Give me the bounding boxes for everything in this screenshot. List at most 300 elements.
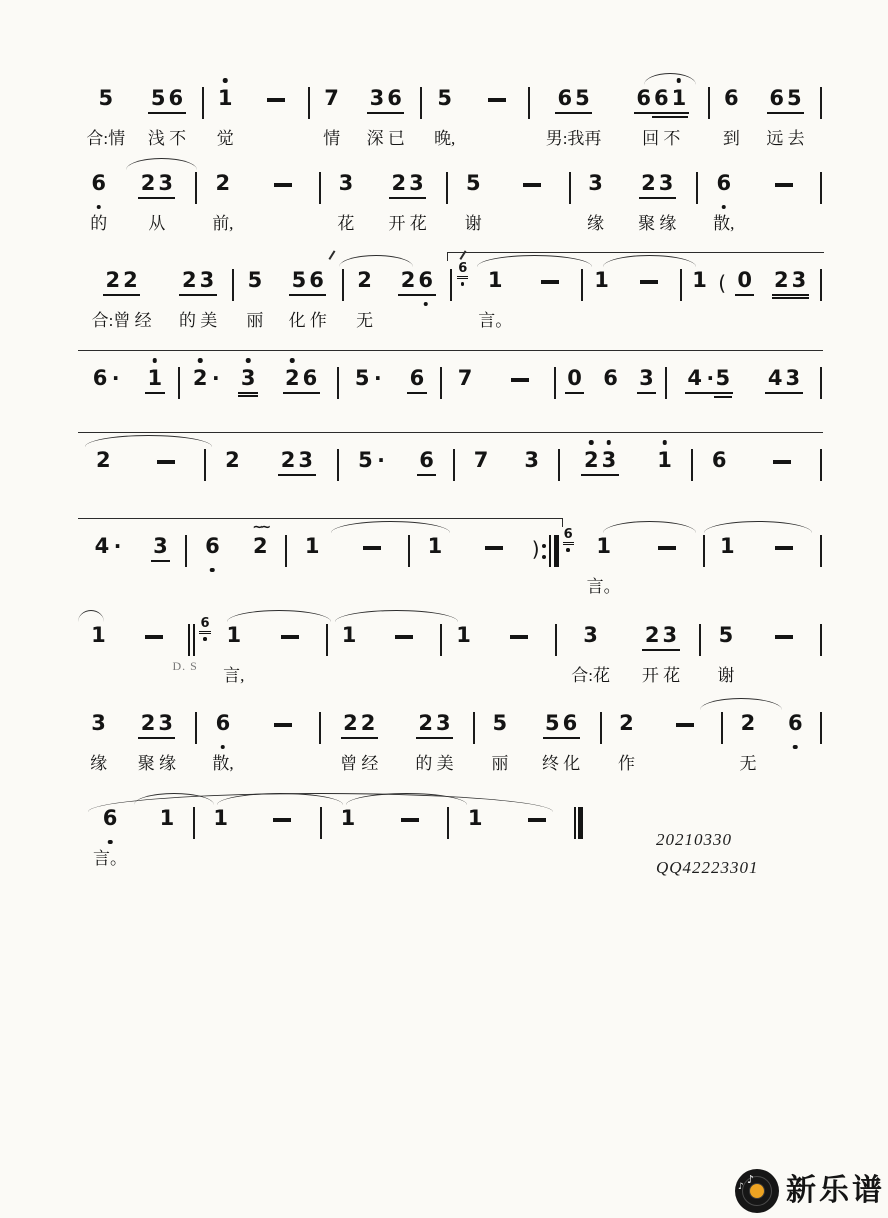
note-cell xyxy=(724,711,771,774)
note-group xyxy=(435,86,455,112)
duration-dash xyxy=(485,546,503,550)
note-char: 5 xyxy=(437,86,452,110)
tick-mark xyxy=(329,250,336,259)
duration-dash xyxy=(395,635,413,639)
note-char: 5 xyxy=(575,86,590,110)
note-slot xyxy=(435,86,455,115)
note-char: 6 xyxy=(101,806,119,831)
note-char: 3 xyxy=(588,171,603,195)
note-slot xyxy=(145,366,165,395)
note-group xyxy=(463,171,483,197)
barline xyxy=(185,535,187,567)
note-cell xyxy=(329,623,370,683)
barline xyxy=(820,172,822,204)
note-slot xyxy=(535,268,565,297)
notes-row xyxy=(78,520,823,597)
logo-text: 新乐谱 xyxy=(786,1173,885,1208)
note-char: 4 xyxy=(687,366,702,390)
note-cell xyxy=(78,86,134,149)
note-group xyxy=(690,268,710,294)
note-char: 6 xyxy=(769,86,784,110)
volta-bracket xyxy=(78,518,563,527)
note-group xyxy=(416,711,453,739)
note-slot xyxy=(103,268,140,297)
note-cell xyxy=(531,86,616,149)
note-slot xyxy=(357,534,387,563)
octave-dot-low xyxy=(221,745,226,750)
note-group xyxy=(96,86,116,112)
lyric-text: 情 xyxy=(323,129,341,148)
note-slot xyxy=(714,171,734,200)
note-cell xyxy=(311,86,352,149)
note-cell xyxy=(288,534,336,594)
annotation-layer xyxy=(78,70,823,86)
note-group xyxy=(407,366,427,394)
music-note-icon: ♪ xyxy=(738,1182,744,1192)
grace-note xyxy=(563,527,574,552)
note-cell xyxy=(752,86,819,149)
octave-dot xyxy=(203,637,207,641)
note-slot xyxy=(767,448,797,477)
note-slot xyxy=(581,623,601,652)
note-group xyxy=(581,623,601,649)
note-cell xyxy=(397,711,472,774)
note-char: 0 xyxy=(567,366,582,390)
note-char: 6 xyxy=(409,366,425,390)
note-group xyxy=(738,711,758,737)
barline xyxy=(555,624,557,656)
note-group xyxy=(786,711,806,737)
note-cell xyxy=(749,366,819,426)
note-group xyxy=(138,171,175,199)
note-group xyxy=(245,268,265,294)
note-group xyxy=(767,86,804,114)
note-slot xyxy=(261,86,291,115)
note-cell xyxy=(761,268,819,328)
note-group xyxy=(92,534,122,560)
note-slot xyxy=(238,366,258,395)
note-char: 1 xyxy=(91,623,106,647)
note-slot xyxy=(151,534,171,563)
lyric-text: 丽 xyxy=(491,754,509,773)
note-char: 2 xyxy=(400,268,416,292)
note-slot xyxy=(769,171,799,200)
lyric-text: 回 不 xyxy=(642,129,681,148)
note-group xyxy=(581,448,618,476)
note-group xyxy=(471,448,491,474)
note-group xyxy=(145,366,165,394)
note-group xyxy=(283,366,320,394)
note-slot xyxy=(592,268,612,297)
note-char: 2 xyxy=(225,448,240,472)
lyric-text: 言, xyxy=(223,666,245,685)
note-slot xyxy=(417,448,437,477)
note-char: 1 xyxy=(487,268,503,292)
note-char: 1 xyxy=(670,86,688,111)
note-group xyxy=(148,86,185,114)
note-cell xyxy=(558,623,624,686)
note-slot xyxy=(89,711,109,740)
note-slot xyxy=(594,534,614,563)
note-slot xyxy=(341,711,378,740)
note-group xyxy=(100,806,120,832)
lyric-text: 无 xyxy=(739,754,757,773)
octave-dot-high xyxy=(607,440,612,445)
barline xyxy=(453,449,455,481)
note-group xyxy=(138,711,175,739)
note-cell xyxy=(401,448,452,508)
note-group xyxy=(341,711,378,739)
octave-dot-high xyxy=(246,358,251,363)
annotation-layer xyxy=(78,518,823,534)
duration-dash xyxy=(640,280,658,284)
note-char: 2 xyxy=(418,711,433,735)
annotation-layer xyxy=(78,155,823,171)
note-group xyxy=(592,268,612,294)
note-slot xyxy=(685,366,733,395)
lyric-text: 无 xyxy=(356,311,374,330)
rest-dash-cell xyxy=(247,171,318,231)
note-slot xyxy=(517,171,547,200)
lyric-text: 聚 缘 xyxy=(137,754,176,773)
note-cell xyxy=(711,86,752,149)
note-group xyxy=(490,711,510,737)
barline xyxy=(820,624,822,656)
duration-dash xyxy=(658,546,676,550)
note-group xyxy=(223,448,243,474)
octave-dot-low xyxy=(108,840,113,845)
rest-dash-cell xyxy=(119,623,189,683)
note-char: 1 xyxy=(692,268,707,292)
note-char: 6 xyxy=(90,171,108,196)
note-group xyxy=(339,623,359,649)
note-slot xyxy=(250,520,270,563)
note-group xyxy=(203,534,223,560)
note-char: 6 xyxy=(387,86,402,110)
note-slot xyxy=(302,534,322,563)
barline xyxy=(703,535,705,567)
grace-note xyxy=(457,261,468,286)
octave-dot-low xyxy=(793,745,798,750)
note-char: 1 xyxy=(656,448,674,473)
note-group xyxy=(215,86,235,112)
augmentation-dot: · xyxy=(111,366,120,390)
parenthesis: ) xyxy=(531,537,540,561)
music-line-3 xyxy=(78,252,823,331)
note-cell xyxy=(322,171,370,234)
note-cell xyxy=(207,448,258,508)
lyric-text: 开 花 xyxy=(388,214,427,233)
duration-dash xyxy=(273,818,291,822)
barline xyxy=(820,712,822,744)
note-group xyxy=(522,448,542,474)
notes-row xyxy=(78,261,823,331)
signature-block xyxy=(656,826,759,882)
note-char: 6 xyxy=(557,86,573,110)
note-cell xyxy=(345,268,385,331)
lyric-text: 前, xyxy=(212,214,234,233)
note-cell xyxy=(450,806,500,866)
note-group xyxy=(642,623,679,651)
note-cell xyxy=(275,268,341,331)
note-slot xyxy=(339,623,359,652)
rest-dash-cell xyxy=(466,86,527,146)
note-char: 2 xyxy=(284,366,302,391)
note-group xyxy=(338,806,358,832)
note-cell xyxy=(593,366,629,426)
slur-tie-arc xyxy=(227,610,331,622)
rest-dash-cell xyxy=(336,534,407,594)
octave-dot-high xyxy=(677,78,682,83)
note-slot xyxy=(722,86,742,115)
note-cell xyxy=(137,534,185,594)
barline xyxy=(446,172,448,204)
duration-dash xyxy=(541,280,559,284)
note-slot xyxy=(139,623,169,652)
note-char: 6 xyxy=(92,366,108,390)
annotation-layer xyxy=(78,695,823,711)
lyric-text: 合:花 xyxy=(571,666,610,685)
slur-tie-arc xyxy=(700,698,782,710)
music-line-1 xyxy=(78,70,823,149)
slur-tie-arc xyxy=(603,521,696,533)
barline xyxy=(337,449,339,481)
barline xyxy=(820,449,822,481)
octave-dot-high xyxy=(662,440,667,445)
note-slot xyxy=(642,623,679,652)
augmentation-dot: · xyxy=(212,366,220,390)
barline xyxy=(691,449,693,481)
note-char: 1 xyxy=(216,86,234,111)
note-group xyxy=(355,268,375,294)
note-cell xyxy=(266,366,336,426)
note-slot xyxy=(504,623,534,652)
notes-row xyxy=(78,616,823,686)
barline xyxy=(319,712,321,744)
note-slot xyxy=(454,623,474,652)
note-group xyxy=(425,534,445,560)
note-group xyxy=(617,711,637,737)
note-slot xyxy=(769,534,799,563)
note-cell xyxy=(524,711,599,774)
augmentation-dot: · xyxy=(113,534,122,558)
barline xyxy=(337,367,339,399)
note-cell xyxy=(557,366,593,426)
rest-dash-cell xyxy=(520,268,580,328)
note-char: 2 xyxy=(95,448,111,472)
rest-dash-cell xyxy=(487,366,552,426)
note-slot xyxy=(505,366,535,395)
note-group xyxy=(213,171,233,197)
note-char: 3 xyxy=(658,171,674,195)
note-slot xyxy=(90,366,120,395)
note-char: 3 xyxy=(158,711,173,735)
note-cell xyxy=(728,268,761,328)
barline xyxy=(195,172,197,204)
music-line-2 xyxy=(78,155,823,234)
note-group xyxy=(709,448,729,474)
note-slot xyxy=(215,86,235,115)
note-char: 3 xyxy=(91,711,106,735)
note-slot xyxy=(471,448,491,477)
barline xyxy=(319,172,321,204)
note-slot xyxy=(490,711,510,740)
barline xyxy=(440,624,442,656)
note-char: ∼∼ 2 xyxy=(252,520,269,558)
note-cell xyxy=(230,366,266,426)
note-slot xyxy=(543,711,580,740)
note-char: 1 xyxy=(340,806,356,830)
note-group xyxy=(289,268,326,296)
note-cell xyxy=(78,623,119,683)
note-slot xyxy=(92,534,122,563)
note-char: 5 xyxy=(150,86,166,110)
lyric-text: 谢 xyxy=(717,666,735,685)
note-char: 0 xyxy=(737,268,752,292)
note-group xyxy=(179,268,216,296)
note-cell xyxy=(395,366,439,426)
rest-dash-cell xyxy=(632,534,703,594)
note-slot xyxy=(522,448,542,477)
note-cell xyxy=(119,171,194,234)
note-char: 5 xyxy=(718,623,734,647)
note-cell xyxy=(78,366,133,426)
note-char: 2 xyxy=(181,268,197,292)
barline xyxy=(708,87,710,119)
note-cell xyxy=(78,171,119,234)
note-slot xyxy=(352,366,382,395)
note-group xyxy=(389,171,426,199)
barline xyxy=(450,269,452,301)
note-slot xyxy=(203,534,223,563)
note-slot xyxy=(338,806,358,835)
note-slot xyxy=(765,366,802,395)
note-cell xyxy=(603,711,650,774)
note-cell xyxy=(624,623,699,686)
note-cell xyxy=(772,711,819,771)
note-char: 3 xyxy=(239,366,257,391)
ds-label: D. S xyxy=(172,659,198,673)
note-char: 5 xyxy=(247,268,263,292)
note-group xyxy=(322,86,342,112)
note-char: 3 xyxy=(524,448,539,472)
signature-qq: QQ42223301 xyxy=(656,858,759,878)
note-slot xyxy=(717,534,737,563)
note-slot xyxy=(738,711,758,740)
slur-tie-arc xyxy=(126,158,197,170)
note-cell xyxy=(198,171,247,234)
lyric-text: 缘 xyxy=(587,214,605,233)
note-char: 6 xyxy=(302,366,318,390)
barline xyxy=(665,367,667,399)
note-group xyxy=(601,366,621,392)
barline xyxy=(569,172,571,204)
octave-dot-high xyxy=(589,440,594,445)
octave-dot-low xyxy=(210,568,215,573)
octave-dot-high xyxy=(223,78,228,83)
lyric-text: 的 美 xyxy=(415,754,454,773)
barline xyxy=(285,535,287,567)
octave-dot-high xyxy=(198,358,203,363)
note-slot xyxy=(89,171,109,200)
note-cell xyxy=(205,86,246,149)
note-cell xyxy=(702,623,749,686)
note-char: 3 xyxy=(153,534,168,558)
barline xyxy=(820,367,822,399)
octave-dot-low xyxy=(96,205,101,210)
barline xyxy=(558,449,560,481)
rest-dash-cell xyxy=(246,86,307,146)
note-cell xyxy=(561,448,639,508)
notes-row xyxy=(78,86,823,149)
rest-dash-cell xyxy=(749,623,819,683)
lyric-text: 化 作 xyxy=(288,311,327,330)
lyric-text: 合:曾 经 xyxy=(91,311,152,330)
octave-dot-high xyxy=(153,358,158,363)
note-slot xyxy=(336,171,356,200)
lyric-text: 男:我再 xyxy=(545,129,602,148)
note-group xyxy=(93,448,113,474)
note-slot xyxy=(455,366,475,395)
note-slot xyxy=(322,86,342,115)
note-group xyxy=(717,534,737,560)
note-cell xyxy=(699,171,748,234)
note-char: 5 xyxy=(715,366,731,390)
note-char: 4 xyxy=(767,366,783,390)
note-char: 2 xyxy=(140,711,156,735)
note-group xyxy=(336,171,356,197)
note-slot xyxy=(151,448,181,477)
note-cell xyxy=(456,448,507,508)
note-group xyxy=(714,171,734,197)
note-char: 1 xyxy=(594,268,609,292)
note-char: 3 xyxy=(600,448,618,473)
note-group xyxy=(89,623,109,649)
barline xyxy=(820,535,822,567)
lyric-text: 聚 缘 xyxy=(638,214,677,233)
note-cell xyxy=(236,520,284,594)
lyric-text: 开 花 xyxy=(641,666,681,685)
augmentation-dot: · xyxy=(706,366,715,390)
music-line-4 xyxy=(78,350,823,426)
note-cell xyxy=(683,268,716,328)
note-char: 3 xyxy=(583,623,598,647)
note-char: 5 xyxy=(545,711,560,735)
grace-digit: 6 xyxy=(200,616,210,631)
note-cell xyxy=(443,623,484,683)
note-slot xyxy=(289,268,326,297)
rest-dash-cell xyxy=(748,171,819,231)
octave-dot xyxy=(566,548,570,552)
lyric-text: 言。 xyxy=(586,577,621,596)
note-slot xyxy=(767,86,804,115)
note-cell xyxy=(572,171,620,234)
note-slot xyxy=(407,366,427,395)
slur-tie-arc xyxy=(339,255,414,267)
rest-dash-cell xyxy=(246,806,319,866)
lyric-text: 终 化 xyxy=(542,754,581,773)
barline xyxy=(820,87,822,119)
lyric-text: 曾 经 xyxy=(340,754,379,773)
note-slot xyxy=(283,366,320,395)
lyric-text: 作 xyxy=(617,754,635,773)
note-slot xyxy=(670,711,700,740)
note-slot xyxy=(485,268,505,297)
volta-bracket xyxy=(447,252,824,261)
rest-dash-cell xyxy=(497,171,568,231)
note-char: 3 xyxy=(338,171,354,195)
note-char: 5 xyxy=(291,268,307,292)
